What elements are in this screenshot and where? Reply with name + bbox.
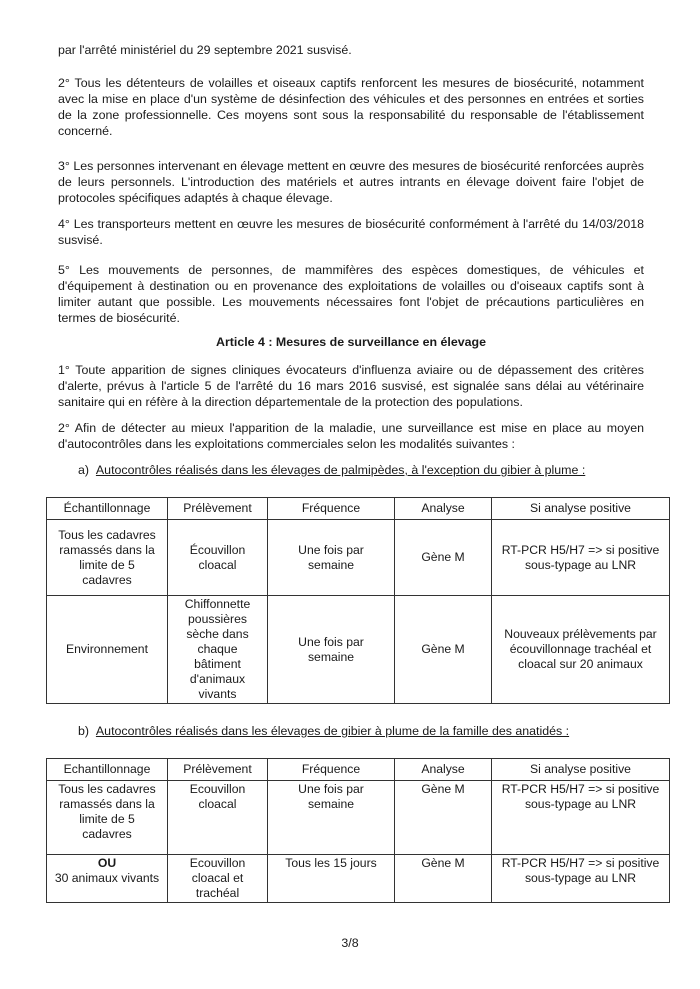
header-frequence: Fréquence [268, 759, 395, 781]
table-cell [47, 855, 168, 903]
article-heading: Article 4 : Mesures de surveillance en élevage [216, 335, 486, 349]
page-number: 3/8 [341, 936, 359, 950]
header-prelevement: Prélèvement [168, 759, 268, 781]
section-b-marker: b) [78, 724, 90, 738]
paragraph-4: 4° Les transporteurs mettent en œuvre les mesures de biosécurité conformément à l'arrêté du 14/03/2018 susvisé. [58, 217, 644, 247]
table-cell: Tous les cadavres ramassés dans la limite de 5 cadavres [47, 520, 168, 596]
table-cell: Écouvillon cloacal [168, 520, 268, 596]
or-label: OU [97, 856, 117, 870]
table-cell: Tous les 15 jours [268, 855, 395, 903]
article-paragraph-1: 1° Toute apparition de signes cliniques évocateurs d'influenza aviaire ou de dépassement des critères d'alerte, prévus à l'article 5 de l'arrêté du 16 mars 2016 susvisé, est signalée sans délai au vétérinaire sanitaire qui en réfère à la direction départementale de la protection des populations. [58, 363, 644, 409]
table-row [47, 781, 670, 855]
header-si-analyse-positive: Si analyse positive [492, 498, 670, 520]
header-analyse: Analyse [395, 759, 492, 781]
table-cell: Une fois par semaine [268, 596, 395, 704]
header-si-analyse-positive: Si analyse positive [492, 759, 670, 781]
table-row [47, 596, 670, 704]
section-b-title-text: Autocontrôles réalisés dans les élevages de gibier à plume de la famille des anatidés : [95, 724, 570, 738]
section-a-title-text: Autocontrôles réalisés dans les élevages de palmipèdes, à l'exception du gibier à plume : [95, 463, 586, 477]
table-cell: RT-PCR H5/H7 => si positive sous-typage au LNR [492, 520, 670, 596]
article-paragraph-2: 2° Afin de détecter au mieux l'apparition de la maladie, une surveillance est mise en place au moyen d'autocontrôles dans les exploitations commerciales selon les modalités suivantes : [58, 421, 644, 451]
table-cell: Gène M [395, 855, 492, 903]
section-a-title [78, 463, 585, 477]
header-prelevement: Prélèvement [168, 498, 268, 520]
table-cell: Chiffonnette poussières sèche dans chaque bâtiment d'animaux vivants [168, 596, 268, 704]
table-cell: Gène M [395, 596, 492, 704]
table-cell: Une fois par semaine [268, 781, 395, 855]
table-cell: Ecouvillon cloacal [168, 781, 268, 855]
table-cell: RT-PCR H5/H7 => si positive sous-typage au LNR [492, 855, 670, 903]
table-cell: Nouveaux prélèvements par écouvillonnage trachéal et cloacal sur 20 animaux [492, 596, 670, 704]
header-echantillonnage: Echantillonnage [47, 759, 168, 781]
section-a-marker: a) [78, 463, 90, 477]
table-row [47, 855, 670, 903]
paragraph-2: 2° Tous les détenteurs de volailles et oiseaux captifs renforcent les mesures de biosécurité, notamment avec la mise en place d'un système de désinfection des véhicules et des personnes en entrées et sorties de la zone professionnelle. Ces moyens sont sous la responsabilité du responsable de l'établissement concerné. [58, 76, 644, 138]
table-cell: Gène M [395, 781, 492, 855]
table-row [47, 520, 670, 596]
table-header-row [47, 759, 670, 781]
table-cell: RT-PCR H5/H7 => si positive sous-typage au LNR [492, 781, 670, 855]
paragraph-intro: par l'arrêté ministériel du 29 septembre 2021 susvisé. [58, 43, 352, 57]
table-cell: Tous les cadavres ramassés dans la limite de 5 cadavres [47, 781, 168, 855]
paragraph-3: 3° Les personnes intervenant en élevage mettent en œuvre des mesures de biosécurité renforcées auprès de leurs personnels. L'introduction des matériels et autres intrants en élevage doivent faire l'objet de protocoles spécifiques adaptés à chaque élevage. [58, 159, 644, 205]
table-header-row [47, 498, 670, 520]
table-b [46, 758, 670, 903]
header-analyse: Analyse [395, 498, 492, 520]
section-b-title [78, 724, 569, 738]
header-echantillonnage: Échantillonnage [47, 498, 168, 520]
cell-text: 30 animaux vivants [54, 871, 160, 885]
table-cell: Gène M [395, 520, 492, 596]
table-cell: Ecouvillon cloacal et trachéal [168, 855, 268, 903]
table-cell: Une fois par semaine [268, 520, 395, 596]
header-frequence: Fréquence [268, 498, 395, 520]
paragraph-5: 5° Les mouvements de personnes, de mammifères des espèces domestiques, de véhicules et d'équipement à destination ou en provenance des exploitations de volailles ou d'oiseaux captifs sont à limiter autant que possible. Les mouvements nécessaires font l'objet de précautions particulières en termes de biosécurité. [58, 263, 644, 325]
table-cell: Environnement [47, 596, 168, 704]
table-a [46, 497, 670, 704]
